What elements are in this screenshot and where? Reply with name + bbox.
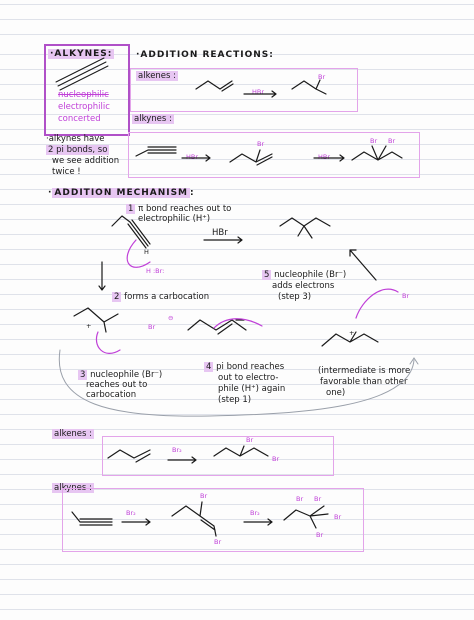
reaction-arrow-3: [314, 155, 344, 161]
dibromoalkene-structure: [172, 502, 216, 536]
alkynes-label: alkynes :: [134, 114, 172, 124]
mech-h-label: H: [144, 248, 149, 256]
alkenes-label-2: alkenes :: [54, 429, 93, 439]
step3-line3: carbocation: [86, 390, 137, 400]
br-label-7: Br: [214, 538, 222, 546]
br-label-10: Br: [334, 513, 342, 521]
step4-line3: phile (H⁺) again: [218, 384, 286, 394]
step1-line2: electrophilic (H⁺): [138, 214, 211, 224]
step5-line3: (step 3): [278, 292, 312, 302]
alkynes-box-title: ·ALKYNES:: [50, 49, 113, 59]
mech-hbr-attack: H :Br:: [146, 267, 165, 275]
mech-carbocation-structure-2: [322, 332, 378, 346]
br-label-6: Br: [200, 492, 208, 500]
br-label-5: Br: [272, 455, 280, 463]
br-label-2: Br: [257, 140, 265, 148]
dibromoalkane-structure-2: [214, 446, 268, 456]
intermediate-line3: one): [326, 388, 346, 398]
mech-alkyne-structure: [112, 216, 150, 248]
step1-line1: π bond reaches out to: [138, 204, 232, 214]
alkyne-icon: [56, 58, 108, 90]
curved-arrow-step3: [96, 332, 120, 353]
br2-reagent-1: Br₂: [172, 446, 182, 454]
alkynes-label-text: alkynes: [134, 114, 167, 124]
br2-reagent-3: Br₂: [250, 509, 260, 517]
hbr-reagent-1: HBr: [252, 88, 265, 96]
alkyne-structure-2: [72, 512, 112, 525]
step1-number: 1: [128, 204, 134, 214]
br-label-3b: Br: [388, 137, 396, 145]
step2-number: 2: [114, 292, 120, 302]
alkenes-label-2-text: alkenes: [54, 429, 87, 439]
br2-reagent-2: Br₂: [126, 509, 136, 517]
step4-line2: out to electro-: [218, 373, 279, 383]
alkene-structure-2: [108, 450, 150, 462]
hbr-reagent-2: HBr: [186, 153, 199, 161]
alkenes-label-text: alkenes: [138, 71, 171, 81]
alkynes-label-2: alkynes :: [54, 483, 92, 493]
intermediate-line2: favorable than other: [320, 377, 408, 387]
step5-number: 5: [264, 270, 270, 280]
mech-arrow-up: [350, 250, 376, 280]
reaction-arrow-4: [168, 457, 196, 463]
dibromoalkane-structure-1: [352, 146, 402, 160]
addition-reactions-title: ·ADDITION REACTIONS:: [136, 50, 274, 60]
bromide-label-1: Br: [148, 323, 156, 331]
alkynes-note-line4: twice !: [52, 167, 81, 177]
bromoalkane-structure-1: [292, 80, 326, 94]
carbocation-plus-2: +: [349, 329, 355, 337]
step3-line1: nucleophile (Br⁻): [90, 370, 163, 380]
alkynes-note-nucleophilic: nucleophilic: [58, 90, 109, 100]
recycle-arrow: [59, 350, 418, 416]
reaction-arrow-6: [244, 519, 272, 525]
mech-carbocation-structure-1: [74, 308, 118, 332]
br-label-11: Br: [316, 531, 324, 539]
reaction-arrow-5: [122, 519, 150, 525]
alkynes-note-electrophilic: electrophilic: [58, 102, 110, 112]
alkyne-structure-1: [136, 147, 176, 156]
mech-product-structure: [280, 218, 330, 238]
alkynes-box-title-text: ALKYNES: [54, 49, 108, 59]
alkynes-note-line3: we see addition: [52, 156, 120, 166]
step4-line1: pi bond reaches: [216, 362, 285, 372]
alkynes-note-concerted: concerted: [58, 114, 101, 124]
alkynes-label-2-text: alkynes: [54, 483, 87, 493]
hbr-reagent-3: HBr: [318, 153, 331, 161]
alkene-structure-1: [196, 81, 233, 91]
mech-arrow-hbr: [204, 237, 242, 243]
addition-mechanism-title-text: ADDITION MECHANISM: [54, 188, 189, 198]
tetrabromoalkane-structure: [284, 506, 328, 528]
br-label-1: Br: [318, 73, 326, 81]
reaction-arrow-2: [182, 155, 210, 161]
step5-line2: adds electrons: [272, 281, 335, 291]
curved-arrow-step5: [356, 289, 398, 318]
step4-number: 4: [206, 362, 212, 372]
br-label-4: Br: [246, 436, 254, 444]
intermediate-line1: (intermediate is more: [318, 366, 411, 376]
step5-line1: nucleophile (Br⁻): [274, 270, 347, 280]
addition-mechanism-title: · ADDITION MECHANISM :: [48, 188, 195, 198]
reaction-arrow-1: [244, 91, 276, 97]
alkynes-note-line1: ·alkynes have: [46, 134, 105, 144]
mech-alkene-intermediate: [188, 320, 246, 334]
br-label-3a: Br: [370, 137, 378, 145]
step4-line4: (step 1): [218, 395, 252, 405]
bromide-label-2: Br: [402, 292, 410, 300]
alkynes-note-line2-text: 2 pi bonds, so: [48, 145, 108, 155]
alkynes-note-line1-text: alkynes have: [48, 134, 105, 144]
br-label-9: Br: [314, 495, 322, 503]
br-label-8: Br: [296, 495, 304, 503]
bromide-minus-1: ⊖: [168, 314, 174, 322]
alkenes-label: alkenes :: [138, 71, 177, 81]
vinyl-bromide-structure: [230, 150, 272, 165]
mech-arrow-down: [99, 262, 105, 290]
step3-number: 3: [80, 370, 86, 380]
step2-text: forms a carbocation: [124, 292, 210, 302]
addition-reactions-title-text: ADDITION REACTIONS: [140, 50, 270, 60]
carbocation-plus-1: +: [86, 322, 92, 330]
mech-hbr-reagent: HBr: [212, 228, 228, 238]
step3-line2: reaches out to: [86, 380, 148, 390]
